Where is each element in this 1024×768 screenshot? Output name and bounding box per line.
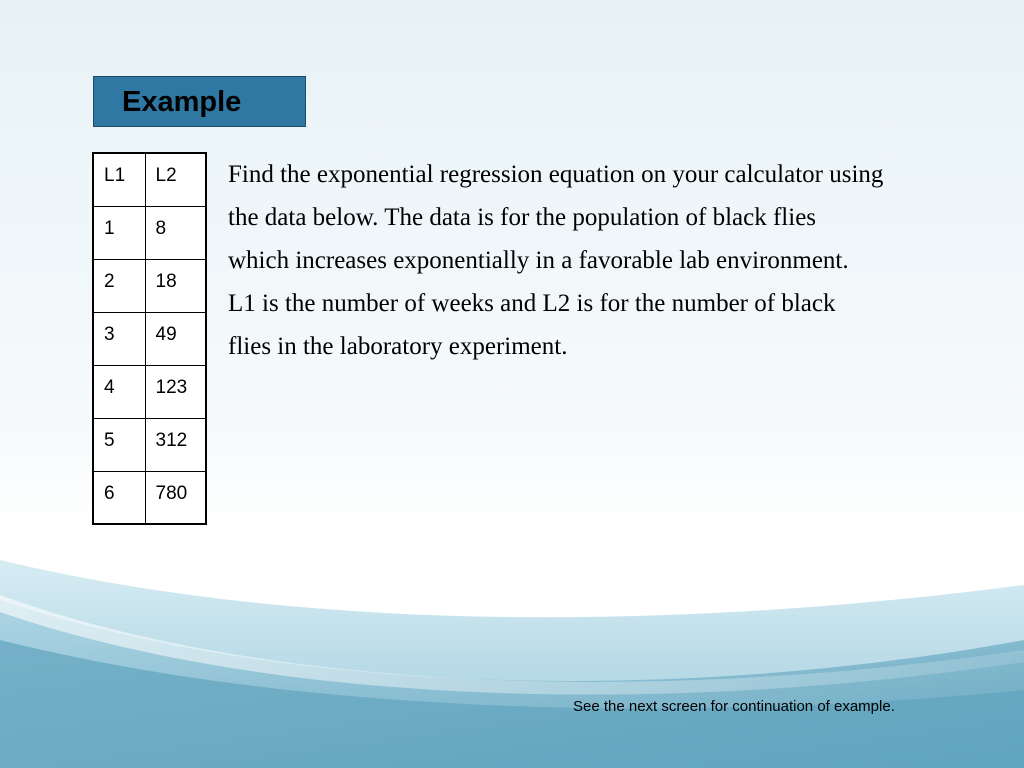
title-box [93, 76, 306, 127]
cell-l1: 3 [93, 312, 145, 365]
cell-l2: 8 [145, 206, 206, 259]
cell-l1: 1 [93, 206, 145, 259]
problem-text-line: L1 is the number of weeks and L2 is for the number of black [228, 290, 836, 317]
problem-text-line: which increases exponentially in a favorable lab environment. [228, 247, 849, 274]
cell-l1: 6 [93, 471, 145, 524]
problem-text-line: the data below. The data is for the population of black flies [228, 204, 817, 231]
data-table [92, 152, 207, 525]
header-l1: L1 [93, 153, 145, 206]
cell-l2: 123 [145, 365, 206, 418]
table-row [93, 259, 206, 312]
problem-text-line: flies in the laboratory experiment. [228, 333, 568, 360]
cell-l2: 312 [145, 418, 206, 471]
cell-l2: 49 [145, 312, 206, 365]
table-header-row [93, 153, 206, 206]
cell-l2: 780 [145, 471, 206, 524]
cell-l1: 4 [93, 365, 145, 418]
cell-l1: 2 [93, 259, 145, 312]
cell-l2: 18 [145, 259, 206, 312]
problem-text [228, 153, 998, 368]
slide-title: Example [122, 86, 242, 118]
table-row [93, 418, 206, 471]
cell-l1: 5 [93, 418, 145, 471]
table-row [93, 365, 206, 418]
table-row [93, 206, 206, 259]
table-row [93, 471, 206, 524]
problem-text-line: Find the exponential regression equation on your calculator using [228, 161, 884, 188]
footnote: See the next screen for continuation of example. [573, 698, 895, 715]
header-l2: L2 [145, 153, 206, 206]
table-row [93, 312, 206, 365]
